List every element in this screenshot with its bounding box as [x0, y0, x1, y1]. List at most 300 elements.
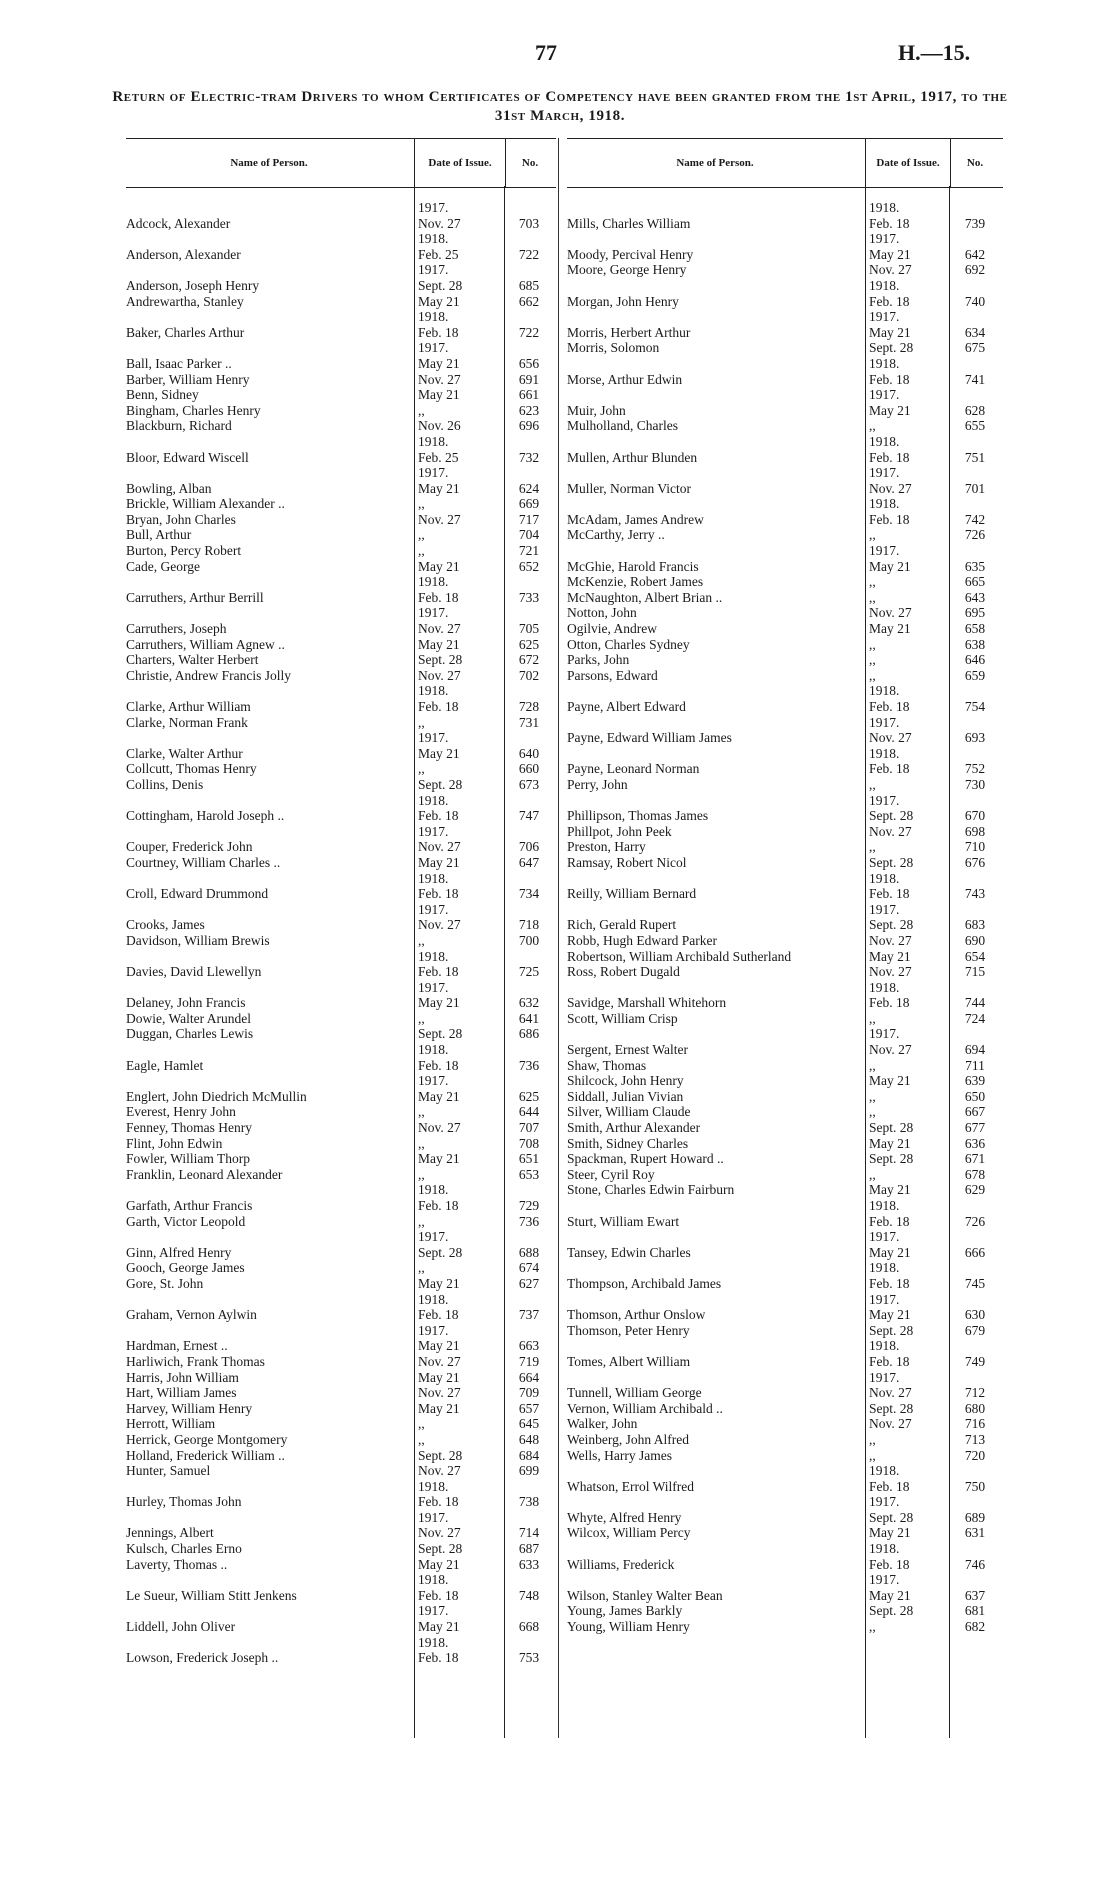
person-name: Croll, Edward Drummond — [126, 886, 269, 902]
table-row — [567, 808, 1003, 824]
issue-date: Feb. 18 — [418, 589, 459, 605]
year-label: 1917. — [418, 901, 449, 917]
table-header — [567, 138, 1003, 188]
certificate-number: 686 — [518, 1026, 540, 1042]
table-row — [567, 590, 1003, 606]
certificate-number: 736 — [518, 1057, 540, 1073]
table-row — [567, 652, 1003, 668]
table-row — [567, 1385, 1003, 1401]
table-row — [567, 839, 1003, 855]
year-row — [567, 980, 1003, 996]
issue-date: ,, — [418, 714, 425, 730]
person-name: Tunnell, William George — [567, 1385, 702, 1401]
certificate-number: 728 — [518, 699, 540, 714]
person-name: Sturt, William Ewart — [567, 1213, 680, 1229]
year-row — [567, 1494, 1003, 1510]
year-label: 1918. — [869, 870, 900, 886]
certificate-number: 631 — [964, 1525, 986, 1541]
certificate-number: 636 — [964, 1135, 986, 1151]
year-row — [126, 1323, 556, 1339]
table-row — [126, 1089, 556, 1105]
issue-date: Nov. 27 — [869, 1385, 912, 1401]
table-row — [126, 1370, 556, 1386]
person-name: Morris, Herbert Arthur — [567, 324, 691, 340]
issue-date: Sept. 28 — [869, 1603, 914, 1619]
certificate-number: 719 — [518, 1353, 540, 1369]
year-label: 1917. — [869, 1291, 900, 1307]
person-name: Harris, John William — [126, 1369, 239, 1385]
person-name: Duggan, Charles Lewis — [126, 1026, 254, 1042]
table-row — [567, 1588, 1003, 1604]
certificate-number: 700 — [518, 932, 540, 948]
table-row — [126, 637, 556, 653]
issue-date: ,, — [869, 418, 876, 434]
issue-date: May 21 — [418, 1088, 460, 1104]
right-table — [567, 138, 1003, 1738]
table-row — [126, 294, 556, 310]
year-label: 1918. — [869, 355, 900, 371]
right-rows — [567, 200, 1003, 1635]
certificate-number: 698 — [964, 823, 986, 839]
certificate-number: 720 — [964, 1447, 986, 1463]
table-row — [567, 1603, 1003, 1619]
year-row — [567, 543, 1003, 559]
issue-date: ,, — [418, 496, 425, 512]
issue-date: ,, — [869, 1166, 876, 1182]
certificate-number: 656 — [518, 355, 540, 371]
year-row — [567, 356, 1003, 372]
issue-date: ,, — [418, 932, 425, 948]
certificate-number: 694 — [964, 1042, 986, 1058]
person-name: Hunter, Samuel — [126, 1463, 211, 1479]
issue-date: ,, — [869, 527, 876, 543]
table-row — [567, 761, 1003, 777]
year-label: 1918. — [418, 1478, 449, 1494]
table-row — [126, 1494, 556, 1510]
certificate-number: 741 — [964, 371, 986, 387]
issue-date: ,, — [869, 1057, 876, 1073]
certificate-number: 687 — [518, 1541, 540, 1557]
table-row — [567, 949, 1003, 965]
issue-date: Feb. 18 — [869, 886, 910, 902]
table-row — [567, 699, 1003, 715]
issue-date: May 21 — [418, 745, 460, 761]
table-row — [567, 1120, 1003, 1136]
certificate-number: 666 — [964, 1244, 986, 1260]
year-row — [126, 683, 556, 699]
table-row — [567, 637, 1003, 653]
year-row — [126, 340, 556, 356]
certificate-number: 635 — [964, 558, 986, 574]
certificate-number: 668 — [518, 1619, 540, 1635]
person-name: Gore, St. John — [126, 1275, 204, 1291]
issue-date: Nov. 27 — [418, 917, 461, 933]
issue-date: May 21 — [418, 387, 460, 403]
person-name: Stone, Charles Edwin Fairburn — [567, 1182, 735, 1198]
table-row — [126, 216, 556, 232]
issue-date: May 21 — [869, 948, 911, 964]
person-name: Burton, Percy Robert — [126, 543, 242, 559]
issue-date: Feb. 18 — [418, 808, 459, 824]
certificate-number: 664 — [518, 1369, 540, 1385]
certificate-number: 713 — [964, 1431, 986, 1447]
certificate-number: 644 — [518, 1104, 540, 1120]
certificate-number: 750 — [964, 1478, 986, 1494]
issue-date: Nov. 27 — [418, 1120, 461, 1136]
person-name: Davies, David Llewellyn — [126, 964, 262, 980]
year-label: 1918. — [869, 277, 900, 293]
year-label: 1918. — [869, 979, 900, 995]
person-name: Herrick, George Montgomery — [126, 1431, 288, 1447]
certificate-number: 627 — [518, 1275, 540, 1291]
certificate-number: 660 — [518, 761, 540, 777]
certificate-number: 748 — [518, 1587, 540, 1603]
certificate-number: 692 — [964, 262, 986, 278]
certificate-number: 632 — [518, 995, 540, 1011]
issue-date: Nov. 27 — [418, 511, 461, 527]
certificate-number: 695 — [964, 605, 986, 621]
table-row — [567, 1042, 1003, 1058]
year-row — [567, 1292, 1003, 1308]
issue-date: Nov. 27 — [418, 1385, 461, 1401]
table-row — [567, 1011, 1003, 1027]
table-row — [126, 839, 556, 855]
table-row — [126, 1463, 556, 1479]
table-row — [126, 559, 556, 575]
year-row — [567, 200, 1003, 216]
year-row — [126, 730, 556, 746]
person-name: Robertson, William Archibald Sutherland — [567, 948, 792, 964]
issue-date: May 21 — [418, 480, 460, 496]
person-name: Crooks, James — [126, 917, 205, 933]
certificate-number: 730 — [964, 776, 986, 792]
table-row — [126, 590, 556, 606]
certificate-number: 716 — [964, 1416, 986, 1432]
table-row — [126, 512, 556, 528]
issue-date: ,, — [869, 1010, 876, 1026]
table-row — [126, 1385, 556, 1401]
issue-date: May 21 — [418, 854, 460, 870]
table-row — [126, 855, 556, 871]
year-row — [567, 1198, 1003, 1214]
person-name: Walker, John — [567, 1416, 638, 1432]
year-label: 1918. — [418, 574, 449, 590]
issue-date: Feb. 18 — [869, 293, 910, 309]
year-row — [567, 715, 1003, 731]
issue-date: May 21 — [418, 1400, 460, 1416]
issue-date: Sept. 28 — [418, 1541, 463, 1557]
certificate-number: 625 — [518, 636, 540, 652]
document-reference: H.—15. — [898, 40, 971, 65]
person-name: Reilly, William Bernard — [567, 886, 697, 902]
year-label: 1917. — [418, 1322, 449, 1338]
issue-date: Nov. 27 — [418, 371, 461, 387]
issue-date: May 21 — [869, 324, 911, 340]
certificate-number: 722 — [518, 246, 540, 262]
year-label: 1918. — [869, 1260, 900, 1276]
year-row — [567, 231, 1003, 247]
person-name: Payne, Edward William James — [567, 730, 732, 746]
issue-date: Nov. 26 — [418, 418, 461, 434]
table-row — [126, 1307, 556, 1323]
table-row — [126, 450, 556, 466]
table-row — [126, 1058, 556, 1074]
table-row — [126, 1557, 556, 1573]
year-label: 1917. — [869, 465, 900, 481]
certificate-number: 667 — [964, 1104, 986, 1120]
year-label: 1917. — [869, 714, 900, 730]
year-row — [126, 793, 556, 809]
person-name: Ogilvie, Andrew — [567, 621, 657, 637]
issue-date: Nov. 27 — [869, 1042, 912, 1058]
table-row — [126, 1104, 556, 1120]
table-row — [126, 496, 556, 512]
year-row — [126, 824, 556, 840]
left-rows — [126, 200, 556, 1666]
issue-date: ,, — [418, 1166, 425, 1182]
table-row — [126, 964, 556, 980]
issue-date: Feb. 18 — [869, 995, 910, 1011]
table-row — [126, 1260, 556, 1276]
person-name: Wilcox, William Percy — [567, 1525, 691, 1541]
certificate-number: 717 — [518, 511, 540, 527]
certificate-number: 729 — [518, 1198, 540, 1213]
person-name: Christie, Andrew Francis Jolly — [126, 667, 291, 683]
year-label: 1918. — [869, 1338, 900, 1354]
certificate-number: 688 — [518, 1244, 540, 1260]
certificate-number: 669 — [518, 496, 540, 512]
person-name: Shaw, Thomas — [567, 1057, 647, 1073]
issue-date: ,, — [869, 839, 876, 855]
person-name: Baker, Charles Arthur — [126, 324, 245, 340]
person-name: Delaney, John Francis — [126, 995, 246, 1011]
year-label: 1918. — [418, 870, 449, 886]
table-row — [567, 730, 1003, 746]
year-row — [567, 1572, 1003, 1588]
table-row — [126, 1354, 556, 1370]
certificate-number: 630 — [964, 1307, 986, 1323]
person-name: Parks, John — [567, 652, 630, 668]
person-name: Kulsch, Charles Erno — [126, 1541, 242, 1557]
person-name: Spackman, Rupert Howard .. — [567, 1151, 724, 1167]
certificate-number: 732 — [518, 449, 540, 465]
year-row — [126, 1603, 556, 1619]
issue-date: Feb. 18 — [418, 1650, 459, 1666]
person-name: Fowler, William Thorp — [126, 1151, 251, 1167]
issue-date: Feb. 18 — [869, 1478, 910, 1494]
issue-date: ,, — [418, 1431, 425, 1447]
person-name: Bull, Arthur — [126, 527, 192, 543]
year-label: 1917. — [869, 1572, 900, 1588]
person-name: Adcock, Alexander — [126, 215, 231, 231]
year-label: 1917. — [418, 1073, 449, 1089]
certificate-number: 714 — [518, 1525, 540, 1541]
year-row — [126, 309, 556, 325]
person-name: Anderson, Alexander — [126, 246, 241, 262]
year-row — [126, 1292, 556, 1308]
year-row — [126, 949, 556, 965]
issue-date: Nov. 27 — [869, 605, 912, 621]
issue-date: Feb. 18 — [869, 449, 910, 465]
person-name: Andrewartha, Stanley — [126, 293, 244, 309]
table-row — [126, 356, 556, 372]
year-row — [126, 1635, 556, 1651]
year-row — [126, 200, 556, 216]
certificate-number: 681 — [964, 1603, 986, 1619]
person-name: Bryan, John Charles — [126, 511, 236, 527]
person-name: Smith, Arthur Alexander — [567, 1120, 701, 1136]
table-row — [126, 1588, 556, 1604]
issue-date: Feb. 25 — [418, 246, 459, 262]
table-row — [567, 262, 1003, 278]
issue-date: May 21 — [418, 1619, 460, 1635]
issue-date: Feb. 18 — [869, 371, 910, 387]
year-label: 1918. — [418, 683, 449, 699]
year-row — [126, 231, 556, 247]
issue-date: ,, — [418, 1260, 425, 1276]
issue-date: Feb. 18 — [869, 1213, 910, 1229]
certificate-number: 640 — [518, 745, 540, 761]
year-row — [126, 262, 556, 278]
certificate-number: 718 — [518, 917, 540, 933]
year-label: 1918. — [418, 792, 449, 808]
certificate-number: 639 — [964, 1073, 986, 1089]
person-name: Moody, Percival Henry — [567, 246, 694, 262]
table-row — [567, 1245, 1003, 1261]
issue-date: ,, — [869, 1088, 876, 1104]
issue-date: Feb. 18 — [869, 699, 910, 714]
certificate-number: 712 — [964, 1385, 986, 1401]
year-label: 1918. — [869, 433, 900, 449]
issue-date: ,, — [869, 1431, 876, 1447]
issue-date: Feb. 18 — [869, 1353, 910, 1369]
person-name: Morris, Solomon — [567, 340, 660, 356]
certificate-number: 678 — [964, 1166, 986, 1182]
table-row — [567, 1525, 1003, 1541]
table-row — [567, 527, 1003, 543]
person-name: Young, James Barkly — [567, 1603, 683, 1619]
certificate-number: 677 — [964, 1120, 986, 1136]
issue-date: Sept. 28 — [869, 340, 914, 356]
issue-date: May 21 — [418, 995, 460, 1011]
certificate-number: 691 — [518, 371, 540, 387]
certificate-number: 747 — [518, 808, 540, 824]
issue-date: Nov. 27 — [418, 1353, 461, 1369]
certificate-number: 628 — [964, 402, 986, 418]
certificate-number: 670 — [964, 808, 986, 824]
person-name: Courtney, William Charles .. — [126, 854, 281, 870]
person-name: Perry, John — [567, 776, 628, 792]
year-label: 1918. — [418, 433, 449, 449]
issue-date: May 21 — [869, 1587, 911, 1603]
certificate-number: 675 — [964, 340, 986, 356]
person-name: Herrott, William — [126, 1416, 216, 1432]
issue-date: Sept. 28 — [869, 917, 914, 933]
issue-date: Feb. 18 — [869, 511, 910, 527]
year-label: 1918. — [869, 1541, 900, 1557]
person-name: Mullen, Arthur Blunden — [567, 449, 698, 465]
table-row — [126, 1541, 556, 1557]
person-name: Rich, Gerald Rupert — [567, 917, 677, 933]
issue-date: Nov. 27 — [418, 1463, 461, 1479]
certificate-number: 683 — [964, 917, 986, 933]
issue-date: ,, — [418, 1416, 425, 1432]
person-name: Cade, George — [126, 558, 200, 574]
person-name: Whatson, Errol Wilfred — [567, 1478, 695, 1494]
person-name: Bingham, Charles Henry — [126, 402, 261, 418]
certificate-number: 726 — [964, 527, 986, 543]
year-label: 1917. — [418, 340, 449, 356]
issue-date: May 21 — [418, 1275, 460, 1291]
certificate-number: 721 — [518, 543, 540, 559]
person-name: Ball, Isaac Parker .. — [126, 355, 232, 371]
certificate-number: 662 — [518, 293, 540, 309]
year-label: 1918. — [869, 1463, 900, 1479]
table-row — [567, 668, 1003, 684]
issue-date: May 21 — [418, 1338, 460, 1354]
certificate-number: 634 — [964, 324, 986, 340]
certificate-number: 637 — [964, 1587, 986, 1603]
person-name: Hardman, Ernest .. — [126, 1338, 228, 1354]
person-name: Holland, Frederick William .. — [126, 1447, 285, 1463]
person-name: Thomson, Arthur Onslow — [567, 1307, 706, 1323]
issue-date: May 21 — [869, 1135, 911, 1151]
certificate-number: 706 — [518, 839, 540, 855]
table-row — [567, 512, 1003, 528]
table-row — [567, 1557, 1003, 1573]
table-row — [567, 1058, 1003, 1074]
person-name: Silver, William Claude — [567, 1104, 691, 1120]
issue-date: Feb. 18 — [869, 761, 910, 777]
person-name: Graham, Vernon Aylwin — [126, 1307, 257, 1323]
table-row — [126, 325, 556, 341]
year-label: 1917. — [418, 200, 449, 215]
header-number: No. — [521, 157, 539, 169]
person-name: Harvey, William Henry — [126, 1400, 253, 1416]
table-row — [567, 1214, 1003, 1230]
year-label: 1917. — [869, 1369, 900, 1385]
year-label: 1917. — [869, 543, 900, 559]
person-name: Wells, Harry James — [567, 1447, 673, 1463]
certificate-number: 672 — [518, 652, 540, 668]
person-name: Steer, Cyril Roy — [567, 1166, 655, 1182]
left-table — [126, 138, 556, 1738]
issue-date: Nov. 27 — [418, 839, 461, 855]
table-row — [126, 699, 556, 715]
issue-date: ,, — [418, 402, 425, 418]
table-row — [126, 1136, 556, 1152]
table-row — [567, 418, 1003, 434]
table-row — [567, 1276, 1003, 1292]
issue-date: Feb. 18 — [418, 1057, 459, 1073]
certificate-number: 654 — [964, 948, 986, 964]
table-row — [126, 1167, 556, 1183]
certificate-number: 724 — [964, 1010, 986, 1026]
table-row — [126, 1619, 556, 1635]
table-row — [126, 652, 556, 668]
year-label: 1917. — [418, 979, 449, 995]
person-name: Muir, John — [567, 402, 626, 418]
certificate-number: 647 — [518, 854, 540, 870]
person-name: Carruthers, Arthur Berrill — [126, 589, 264, 605]
table-row — [567, 1307, 1003, 1323]
person-name: Cottingham, Harold Joseph .. — [126, 808, 285, 824]
person-name: Moore, George Henry — [567, 262, 687, 278]
certificate-number: 645 — [518, 1416, 540, 1432]
certificate-number: 736 — [518, 1213, 540, 1229]
issue-date: Nov. 27 — [418, 667, 461, 683]
person-name: Laverty, Thomas .. — [126, 1556, 228, 1572]
